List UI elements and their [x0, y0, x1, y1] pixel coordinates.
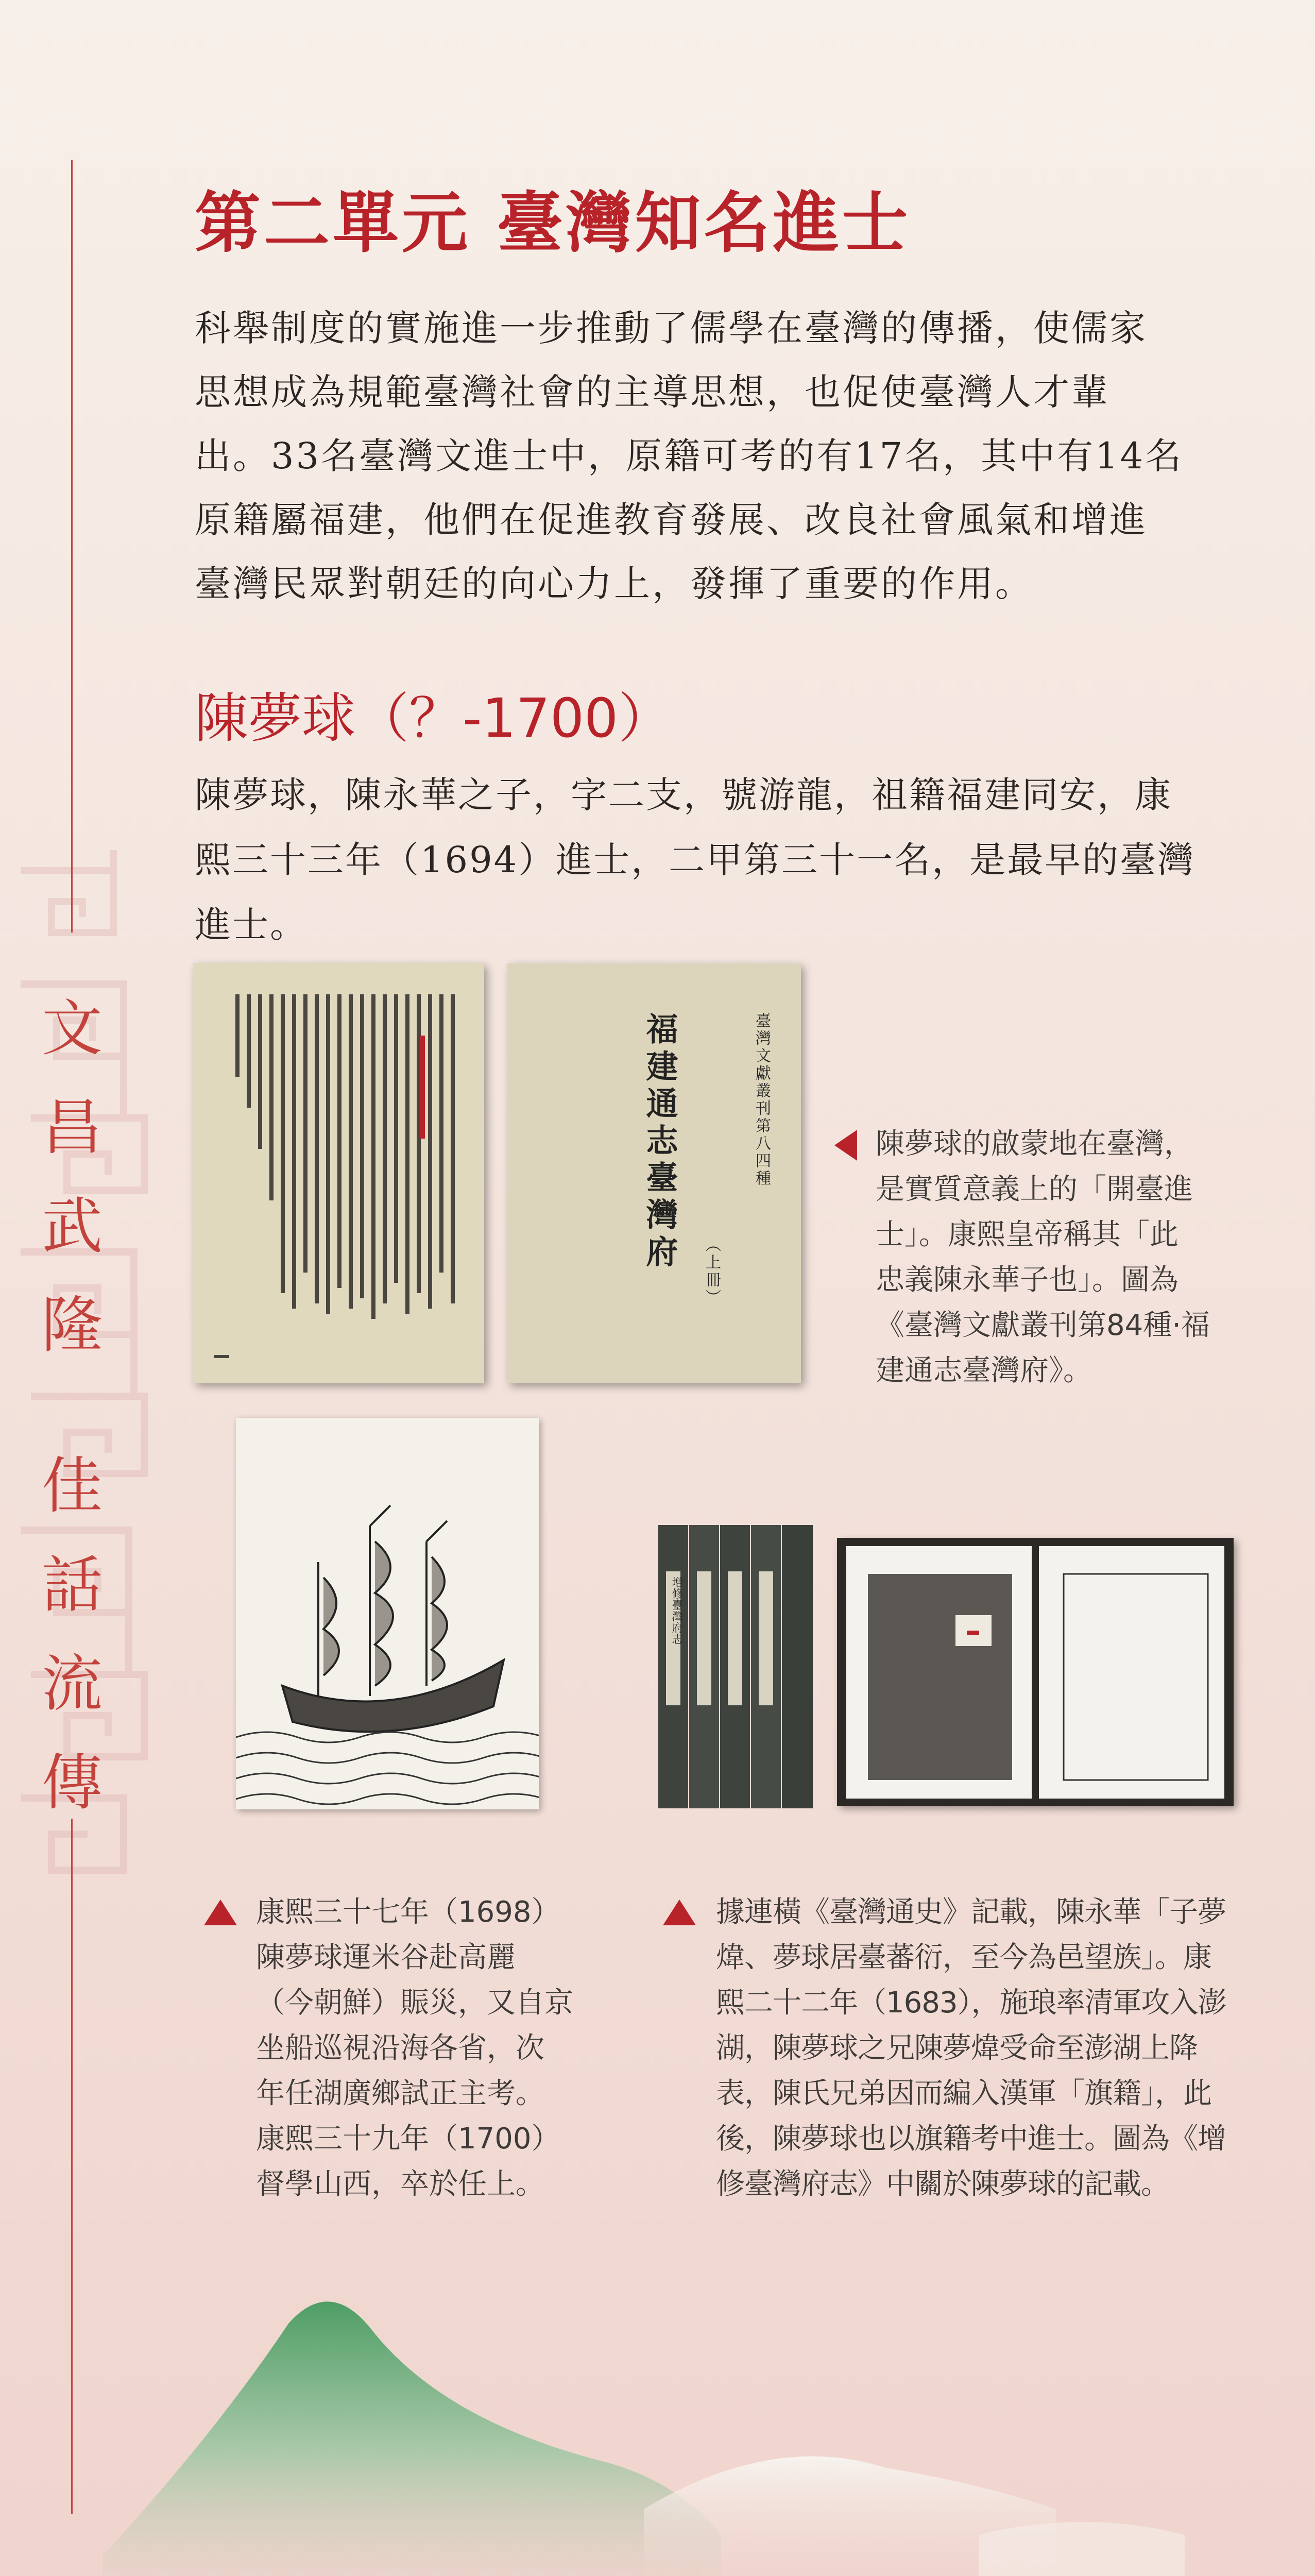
caption-line: 康熙三十九年（1700） — [256, 2122, 560, 2156]
sailing-ship-woodcut-image — [236, 1418, 539, 1809]
caption-line: 年任湖廣鄉試正主考。 — [256, 2077, 544, 2110]
caption-line: 督學山西，卒於任上。 — [256, 2167, 544, 2201]
intro-line: 出。33名臺灣文進士中，原籍可考的有17名，其中有14名 — [195, 435, 1184, 477]
side-title-char: 話 — [41, 1549, 103, 1620]
caption-line: 煒、夢球居臺蕃衍，至今為邑望族」。康 — [716, 1941, 1211, 1974]
caption-line: 忠義陳永華子也」。圖為 — [876, 1263, 1179, 1297]
caption-line: 陳夢球運米谷赴高麗 — [256, 1941, 516, 1974]
caption-pointer-left — [834, 1130, 857, 1161]
side-title-char: 流 — [41, 1648, 103, 1719]
side-title-char: 昌 — [41, 1092, 103, 1163]
caption-line: 湖，陳夢球之兄陳夢煒受命至澎湖上降 — [716, 2031, 1198, 2065]
mountain-landscape-decoration — [0, 2267, 1315, 2576]
intro-line: 思想成為規範臺灣社會的主導思想，也促使臺灣人才輩 — [195, 371, 1109, 413]
caption-line: 康熙三十七年（1698） — [256, 1895, 560, 1929]
unit-title: 第二單元 臺灣知名進士 — [195, 184, 911, 262]
cover-caption — [876, 1122, 1246, 1394]
book-spine-label: 增修臺灣府志 — [670, 1577, 683, 1645]
book-page-text-texture — [193, 963, 484, 1383]
caption-line: （今朝鮮）賑災，又自京 — [256, 1986, 573, 2020]
caption-line: 是實質意義上的「開臺進 — [876, 1173, 1193, 1206]
ship-caption — [256, 1890, 575, 2207]
side-title — [31, 979, 113, 1832]
intro-line: 臺灣民眾對朝廷的向心力上，發揮了重要的作用。 — [195, 563, 1033, 605]
intro-line: 科舉制度的實施進一步推動了儒學在臺灣的傳播，使儒家 — [195, 307, 1148, 349]
caption-line: 建通志臺灣府》。 — [876, 1354, 1092, 1387]
ship-drawing — [236, 1418, 539, 1809]
book-set-image — [653, 1525, 818, 1814]
book-cover-series: 臺灣文獻叢刊第八四種 — [753, 1012, 771, 1188]
bio-line: 進士。 — [195, 904, 308, 946]
book-cover-image — [507, 963, 801, 1383]
side-title-char: 佳 — [41, 1450, 103, 1521]
caption-line: 熙二十二年（1683），施琅率清軍攻入澎 — [716, 1986, 1226, 2020]
intro-line: 原籍屬福建，他們在促進教育發展、改良社會風氣和增進 — [195, 499, 1148, 541]
book-page-image — [193, 963, 484, 1383]
side-title-char: 隆 — [41, 1290, 103, 1361]
caption-line: 坐船巡視沿海各省，次 — [256, 2031, 544, 2065]
side-title-char: 傳 — [41, 1747, 103, 1818]
book-cover-volume: （上冊） — [703, 1236, 721, 1307]
caption-line: 據連橫《臺灣通史》記載，陳永華「子夢 — [716, 1895, 1226, 1929]
book-cover-title: 福建通志臺灣府 — [641, 1012, 678, 1272]
books-caption — [716, 1890, 1236, 2207]
side-title-char: 文 — [41, 993, 103, 1064]
caption-line: 陳夢球的啟蒙地在臺灣， — [876, 1127, 1193, 1161]
open-book-image — [837, 1538, 1234, 1806]
caption-pointer-up — [204, 1900, 237, 1925]
caption-line: 士」。康熙皇帝稱其「此 — [876, 1218, 1179, 1251]
bio-line: 熙三十三年（1694）進士，二甲第三十一名，是最早的臺灣 — [195, 839, 1196, 881]
caption-line: 表，陳氏兄弟因而編入漢軍「旗籍」，此 — [716, 2077, 1211, 2110]
intro-paragraph — [195, 296, 1225, 616]
vertical-divider-top — [71, 160, 73, 933]
person-heading: 陳夢球（？-1700） — [195, 687, 672, 750]
caption-line: 後，陳夢球也以旗籍考中進士。圖為《增 — [716, 2122, 1226, 2156]
caption-line: 修臺灣府志》中關於陳夢球的記載。 — [716, 2167, 1169, 2201]
bio-line: 陳夢球，陳永華之子，字二支，號游龍，祖籍福建同安，康 — [195, 774, 1172, 816]
side-title-char: 武 — [41, 1191, 103, 1262]
caption-line: 《臺灣文獻叢刊第84種·福 — [876, 1309, 1210, 1342]
caption-pointer-up — [663, 1900, 696, 1925]
person-bio — [195, 762, 1230, 957]
open-book-pages — [837, 1538, 1234, 1806]
